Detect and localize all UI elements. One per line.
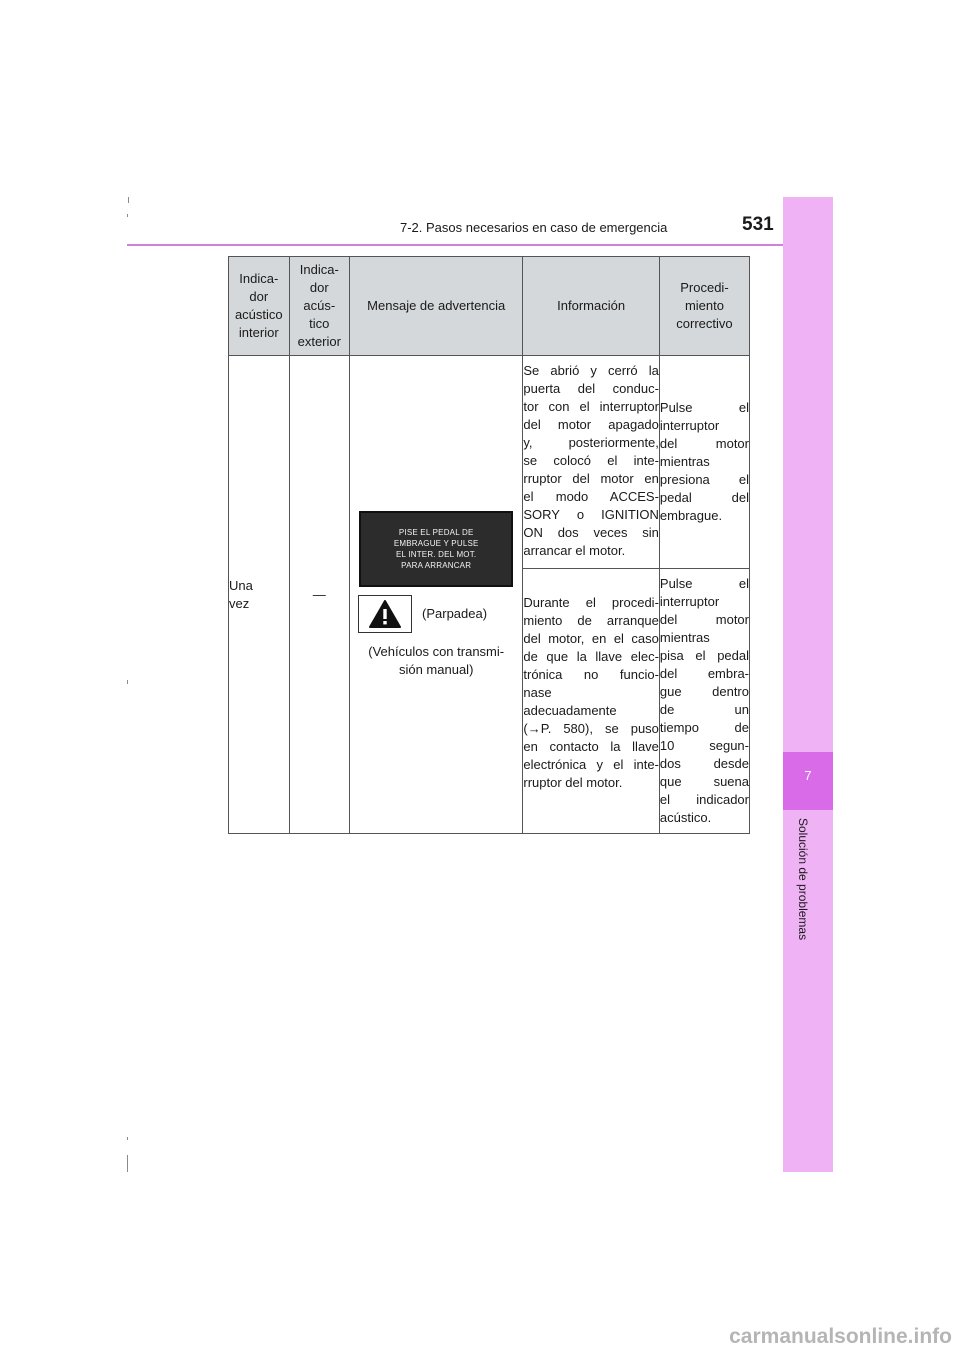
text-line: ON dos veces sin — [523, 525, 659, 540]
warning-message-cell — [350, 356, 523, 834]
display-line: PARA ARRANCAR — [401, 560, 472, 570]
text-line: del motor, en el caso — [523, 631, 659, 646]
crop-mark-bottom-long — [127, 1155, 128, 1172]
information-cell — [523, 569, 660, 834]
text-line: y, posteriormente, — [523, 435, 659, 450]
information-cell — [523, 356, 660, 569]
text-line: arrancar el motor. — [523, 543, 626, 558]
text-line: (→P. 580), se puso — [523, 721, 659, 736]
display-line: EL INTER. DEL MOT. — [396, 549, 477, 559]
text-line: Pulse el — [659, 400, 749, 415]
header-information — [523, 257, 660, 356]
chapter-title: Solución de problemas — [796, 818, 810, 941]
warning-table — [228, 256, 750, 834]
text-line: SORY o IGNITION — [523, 507, 659, 522]
text-line: interruptor — [659, 418, 720, 433]
text-line: nase — [523, 685, 552, 700]
corrective-cell — [659, 569, 749, 834]
text-line: mientras — [659, 630, 710, 645]
multi-information-display — [359, 511, 513, 587]
text-line: pisa el pedal — [659, 648, 749, 663]
exterior-buzzer-value: — — [312, 586, 326, 602]
header-interior-buzzer — [229, 257, 290, 356]
text-line: Se abrió y cerró la — [523, 363, 659, 378]
text-line: interruptor — [659, 594, 720, 609]
text-line: presiona el — [659, 472, 749, 487]
interior-buzzer-cell — [229, 356, 290, 834]
interior-buzzer-value: Una vez — [229, 577, 253, 611]
text-line: tiempo de — [659, 720, 749, 735]
text-line: en contacto la llave — [523, 739, 659, 754]
text-line: mientras — [659, 454, 710, 469]
text-line: se colocó el inte- — [523, 453, 659, 468]
text-line: puerta del conduc- — [523, 381, 659, 396]
chapter-number: 7 — [804, 768, 812, 783]
text-line: del motor — [659, 436, 749, 451]
text-line: miento de arranque — [523, 613, 659, 628]
text-line: el indicador — [659, 792, 749, 807]
text-line: 10 segun- — [659, 738, 749, 753]
text-line: rruptor del motor en — [523, 471, 659, 486]
text-line: Durante el procedi- — [523, 595, 659, 610]
text-line: trónica no funcio- — [523, 667, 659, 682]
crop-mark-top — [128, 197, 129, 203]
text-line: el modo ACCES- — [523, 489, 659, 504]
text-line: adecuadamente — [523, 703, 617, 718]
text-line: Pulse el — [659, 576, 749, 591]
text-line: pedal del — [659, 490, 749, 505]
page-number: 531 — [742, 214, 774, 235]
corrective-cell — [659, 356, 749, 569]
text-line: embrague. — [659, 508, 723, 523]
crop-mark-top-small — [127, 214, 128, 217]
chapter-tab — [783, 197, 833, 1172]
display-line: PISE EL PEDAL DE — [398, 527, 474, 537]
text-line: rruptor del motor. — [523, 775, 623, 790]
text-line: acústico. — [659, 810, 712, 825]
table-row — [229, 356, 750, 569]
header-information-text: Información — [557, 298, 626, 313]
header-rule — [127, 244, 833, 246]
text-line: tor con el interruptor — [523, 399, 659, 414]
text-line: de que la llave elec- — [523, 649, 659, 664]
warning-triangle-icon — [358, 595, 412, 633]
table-header-row — [229, 257, 750, 356]
section-title: 7-2. Pasos necesarios en caso de emergencia — [400, 220, 668, 235]
display-line: EMBRAGUE Y PULSE — [393, 538, 479, 548]
crop-mark-bottom — [127, 1137, 128, 1140]
crop-mark-middle — [127, 680, 128, 684]
header-corrective-procedure — [659, 257, 749, 356]
vehicle-note: (Vehículos con transmi- sión manual) — [368, 643, 505, 677]
header-corrective-procedure-text: Procedi- miento correctivo — [676, 280, 733, 331]
header-exterior-buzzer — [289, 257, 349, 356]
blinking-label: (Parpadea) — [422, 605, 488, 621]
header-interior-buzzer-text: Indica- dor acústico interior — [234, 271, 283, 340]
text-line: que suena — [659, 774, 749, 789]
text-line: electrónica y el inte- — [523, 757, 659, 772]
header-exterior-buzzer-text: Indica- dor acús- tico exterior — [297, 262, 341, 349]
header-warning-message — [350, 257, 523, 356]
text-line: gue dentro — [659, 684, 749, 699]
warning-light-row — [358, 595, 522, 633]
text-line: del embra- — [659, 666, 749, 681]
text-line: de un — [659, 702, 749, 717]
text-line: dos desde — [659, 756, 749, 771]
text-line: del motor — [659, 612, 749, 627]
watermark: carmanualsonline.info — [729, 1325, 952, 1348]
exterior-buzzer-cell — [289, 356, 349, 834]
header-warning-message-text: Mensaje de advertencia — [367, 298, 506, 313]
text-line: del motor apagado — [523, 417, 659, 432]
